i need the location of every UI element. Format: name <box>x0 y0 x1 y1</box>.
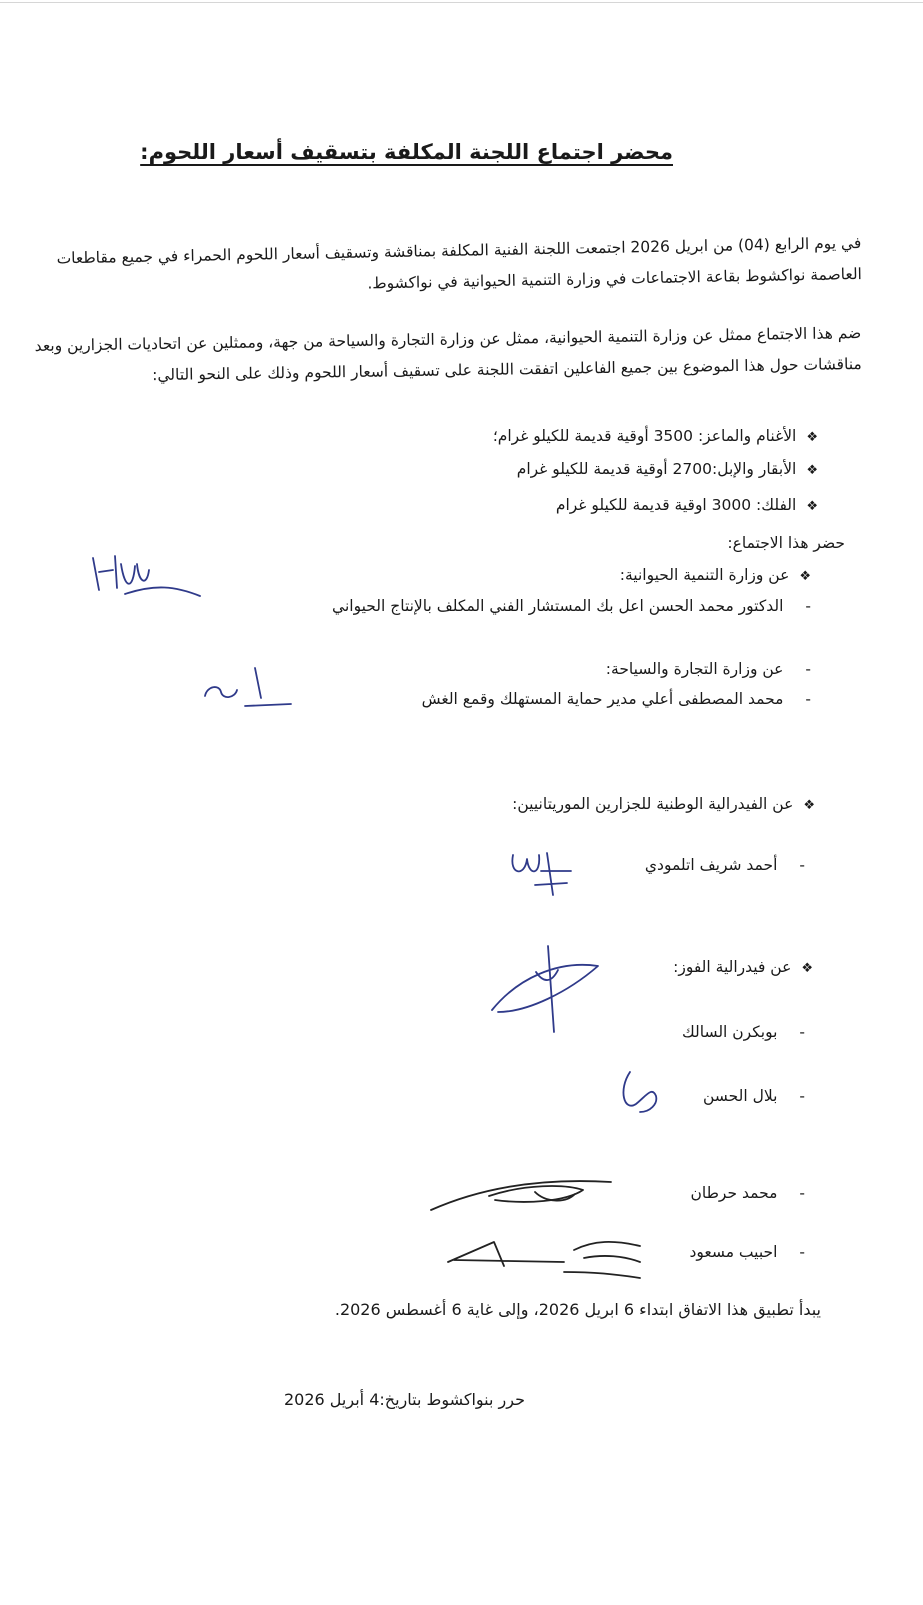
fouz-member-1: - بوبكرن السالك <box>682 1023 805 1041</box>
signature-mohamed-hartan <box>425 1172 615 1217</box>
signature-boubakrn-salek <box>488 942 603 1037</box>
attendance-heading: حضر هذا الاجتماع: <box>727 534 845 552</box>
livestock-ministry-member: - الدكتور محمد الحسن اعل بك المستشار الفني المكلف بالإنتاج الحيواني <box>332 597 811 615</box>
signature-ahmed-cherif <box>505 845 580 900</box>
signature-bilal-hassan <box>612 1068 667 1118</box>
price-item-falak: ❖ الفلك: 3000 اوقية قديمة للكيلو غرام <box>556 496 818 514</box>
signature-livestock-advisor <box>85 550 205 602</box>
fouz-member-2: - بلال الحسن <box>703 1087 805 1105</box>
page-top-border <box>0 2 923 3</box>
signing-place-date: حرر بنواكشوط بتاريخ:4 أبريل 2026 <box>284 1390 525 1409</box>
price-item-cattle-camels: ❖ الأبقار والإبل:2700 أوقية قديمة للكيلو غرام <box>517 460 818 478</box>
price-item-sheep-goats: ❖ الأغنام والماعز: 3500 أوقية قديمة للكيلو غرام؛ <box>493 427 818 445</box>
trade-ministry-heading: - عن وزارة التجارة والسياحة: <box>606 660 811 678</box>
fouz-member-4: - احبيب مسعود <box>689 1243 805 1261</box>
trade-ministry-member: - محمد المصطفى أعلي مدير حماية المستهلك وقمع الغش <box>422 690 811 708</box>
fouz-member-3: - محمد حرطان <box>690 1184 805 1202</box>
intro-paragraph: في يوم الرابع (04) من ابريل 2026 اجتمعت اللجنة الفنية المكلفة بمناقشة وتسقيف أسعار اللحوم الحمراء في جميع مقاطعات العاصمة نواكشوط بقاعة الاجتماعات في وزارة التنمية الحيوانية في نواكشوط. <box>56 233 863 293</box>
national-federation-heading: ❖ عن الفيدرالية الوطنية للجزارين الموريتانيين: <box>512 795 815 813</box>
document-title: محضر اجتماع اللجنة المكلفة بتسقيف أسعار اللحوم: <box>140 140 673 164</box>
composition-paragraph: ضم هذا الاجتماع ممثل عن وزارة التنمية الحيوانية، ممثل عن وزارة التجارة والسياحة من جهة، وممثلين عن اتحاديات الجزارين وبعد مناقشات حول هذا الموضوع بين جميع الفاعلين اتفقت اللجنة على تسقيف أسعار اللحوم وذلك على النحو التالي: <box>34 323 862 385</box>
national-federation-member: - أحمد شريف اتلمودي <box>645 856 805 874</box>
signature-habib-messaoud <box>444 1232 644 1284</box>
livestock-ministry-heading: ❖ عن وزارة التنمية الحيوانية: <box>620 566 811 584</box>
fouz-federation-heading: ❖ عن فيدرالية الفوز: <box>673 958 813 976</box>
signature-trade-director <box>195 660 295 710</box>
validity-statement: يبدأ تطبيق هذا الاتفاق ابتداء 6 ابريل 2026، وإلى غاية 6 أغسطس 2026. <box>334 1300 821 1319</box>
